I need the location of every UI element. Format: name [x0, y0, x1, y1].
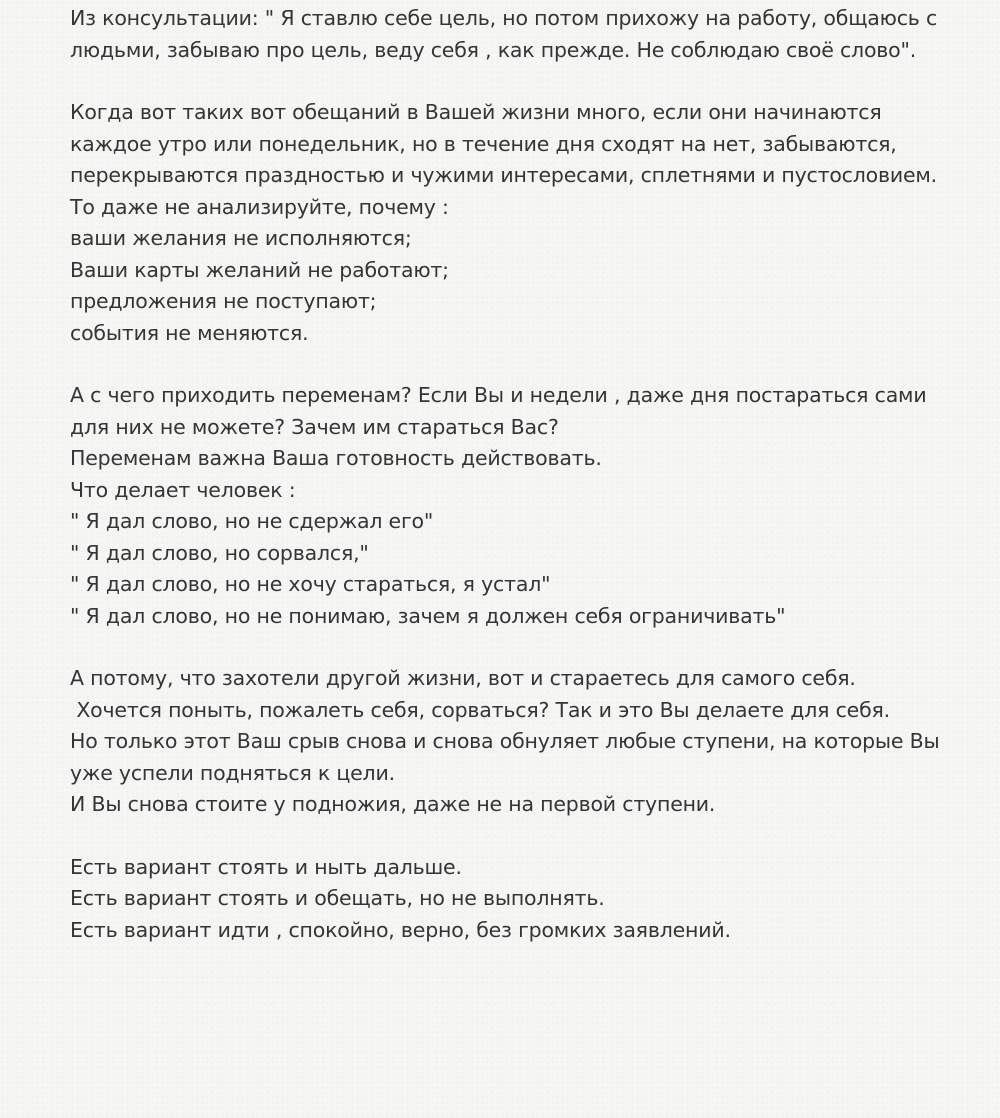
text-line: Есть вариант стоять и обещать, но не выполнять. — [70, 886, 605, 910]
text-line: " Я дал слово, но не сдержал его" — [70, 509, 434, 533]
text-line: Хочется поныть, пожалеть себя, сорваться? Так и это Вы делаете для себя. — [70, 697, 890, 722]
note-body — [70, 3, 970, 977]
text-line: уже успели подняться к цели. — [70, 760, 395, 785]
text-line: ваши желания не исполняются; — [70, 226, 412, 250]
text-line: И Вы снова стоите у подножия, даже не на первой ступени. — [70, 792, 716, 816]
text-line: Переменам важна Ваша готовность действовать. — [70, 446, 602, 470]
paragraph-options — [70, 852, 970, 947]
text-line: " Я дал слово, но не понимаю, зачем я должен себя ограничивать" — [70, 603, 786, 628]
paragraph-changes — [70, 380, 970, 632]
text-line: Есть вариант идти , спокойно, верно, без громких заявлений. — [70, 917, 731, 942]
text-line: Ваши карты желаний не работают; — [70, 257, 449, 282]
text-line: " Я дал слово, но сорвался," — [70, 540, 369, 565]
text-line: Что делает человек : — [70, 477, 296, 502]
text-line: Когда вот таких вот обещаний в Вашей жизни много, если они начинаются — [70, 100, 882, 124]
text-line: Есть вариант стоять и ныть дальше. — [70, 854, 462, 879]
text-line: Из консультации: " Я ставлю себе цель, но потом прихожу на работу, общаюсь с — [70, 6, 938, 30]
text-line: события не меняются. — [70, 320, 309, 345]
text-line: предложения не поступают; — [70, 289, 377, 313]
text-line: То даже не анализируйте, почему : — [70, 194, 449, 219]
text-line: А с чего приходить переменам? Если Вы и недели , даже дня постараться сами — [70, 383, 927, 407]
text-line: для них не можете? Зачем им стараться Вас? — [70, 414, 559, 439]
text-line: А потому, что захотели другой жизни, вот и стараетесь для самого себя. — [70, 666, 856, 690]
text-line: каждое утро или понедельник, но в течение дня сходят на нет, забываются, — [70, 131, 897, 156]
paragraph-promises — [70, 97, 970, 349]
text-line: " Я дал слово, но не хочу стараться, я устал" — [70, 572, 551, 596]
paragraph-consultation — [70, 3, 970, 66]
text-line: перекрываются праздностью и чужими интересами, сплетнями и пустословием. — [70, 163, 938, 187]
text-line: людьми, забываю про цель, веду себя , как прежде. Не соблюдаю своё слово". — [70, 37, 917, 62]
paragraph-reason — [70, 663, 970, 821]
text-line: Но только этот Ваш срыв снова и снова обнуляет любые ступени, на которые Вы — [70, 729, 940, 753]
